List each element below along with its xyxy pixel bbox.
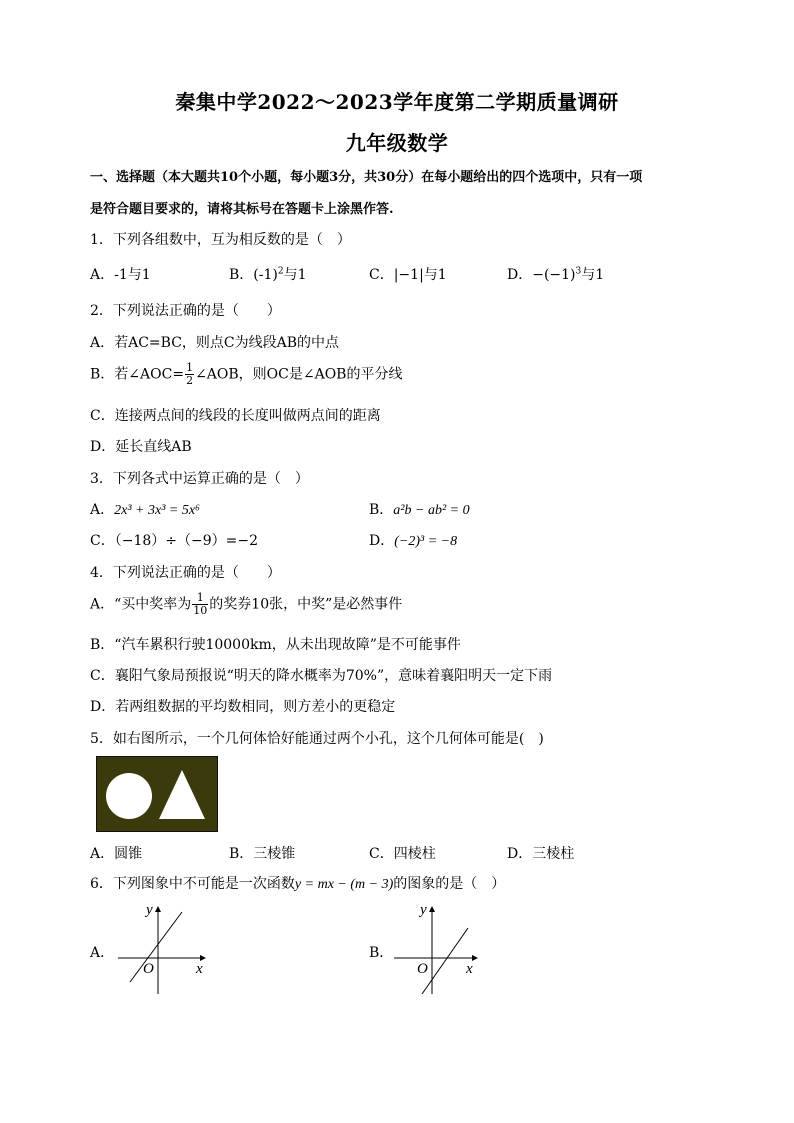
- q5-option-b: B．三棱锥: [229, 846, 296, 862]
- section-intro-line1: 一、选择题（本大题共10个小题，每小题3分，共30分）在每小题给出的四个选项中，只有一项: [90, 170, 643, 185]
- section-intro-line2: 是符合题目要求的，请将其标号在答题卡上涂黑作答.: [90, 202, 394, 217]
- q3-option-b: B．a²b − ab² = 0: [369, 502, 470, 518]
- q6-option-b-label: B．: [369, 945, 394, 961]
- q6-graph-a: [112, 898, 212, 1002]
- function-line-b: [422, 928, 468, 994]
- y-axis-label: y: [420, 902, 427, 918]
- q3-option-c: C．（−18）÷（−9）=−2: [90, 533, 258, 549]
- q3-option-a: A．2x³ + 3x³ = 5x⁶: [90, 502, 200, 518]
- q4-option-a: A．“买中奖率为 $\frac{1}{10}$ 的奖券10张，中奖”是必然事件: [90, 591, 403, 617]
- origin-label: O: [417, 961, 428, 977]
- q3-option-d: D．(−2)³ = −8: [369, 533, 458, 549]
- q5-option-a: A．圆锥: [90, 846, 143, 862]
- origin-label: O: [143, 961, 154, 977]
- y-axis-label: y: [146, 902, 153, 918]
- q1-stem: 1．下列各组数中，互为相反数的是（ ）: [90, 232, 351, 248]
- q1-option-a: A．-1与1: [90, 267, 151, 283]
- q5-option-d: D．三棱柱: [507, 846, 575, 862]
- exam-title: 秦集中学2022～2023学年度第二学期质量调研: [175, 90, 619, 114]
- q6-stem: 6．下列图象中不可能是一次函数y = mx − (m − 3)的图象的是（ ）: [90, 876, 506, 892]
- y-axis-arrow: [155, 906, 161, 912]
- q2-stem: 2．下列说法正确的是（ ）: [90, 303, 281, 319]
- q2-option-b: B．若∠AOC= $\frac{1}{2}$ ∠AOB，则OC是∠AOB的平分线: [90, 361, 403, 387]
- q2-option-c: C．连接两点间的线段的长度叫做两点间的距离: [90, 408, 381, 424]
- y-axis-arrow: [429, 906, 435, 912]
- q4-option-d: D．若两组数据的平均数相同，则方差小的更稳定: [90, 699, 396, 715]
- q2-option-a: A．若AC=BC，则点C为线段AB的中点: [90, 335, 340, 351]
- q1-option-d: D．$-(-1)^3$与1: [507, 266, 605, 283]
- hole-board-figure: [96, 756, 218, 832]
- q5-option-c: C．四棱柱: [369, 846, 436, 862]
- x-axis-label: x: [466, 961, 473, 977]
- q4-stem: 4．下列说法正确的是（ ）: [90, 565, 281, 581]
- q4-option-c: C．襄阳气象局预报说“明天的降水概率为70%”，意味着襄阳明天一定下雨: [90, 668, 553, 684]
- q5-stem: 5．如右图所示，一个几何体恰好能通过两个小孔，这个几何体可能是( ): [90, 731, 544, 747]
- triangle-hole: [159, 770, 205, 819]
- q3-stem: 3．下列各式中运算正确的是（ ）: [90, 471, 309, 487]
- q1-option-b: B．$(-1)^2$与1: [229, 266, 307, 283]
- q6-graph-b: [388, 898, 488, 1002]
- function-line-a: [130, 912, 182, 982]
- q4-option-b: B．“汽车累积行驶10000km，从未出现故障”是不可能事件: [90, 637, 461, 653]
- circle-hole: [106, 773, 152, 819]
- q1-option-c: C．|−1|与1: [369, 267, 447, 283]
- q2-option-d: D．延长直线AB: [90, 439, 192, 455]
- fraction-one-tenth: $\frac{1}{10}$: [193, 591, 208, 617]
- q6-option-a-label: A．: [90, 945, 115, 961]
- x-axis-label: x: [196, 961, 203, 977]
- fraction-one-half: $\frac{1}{2}$: [186, 361, 194, 387]
- x-axis-arrow: [472, 955, 478, 961]
- hole-shapes: [97, 757, 217, 831]
- exam-subtitle: 九年级数学: [345, 131, 449, 155]
